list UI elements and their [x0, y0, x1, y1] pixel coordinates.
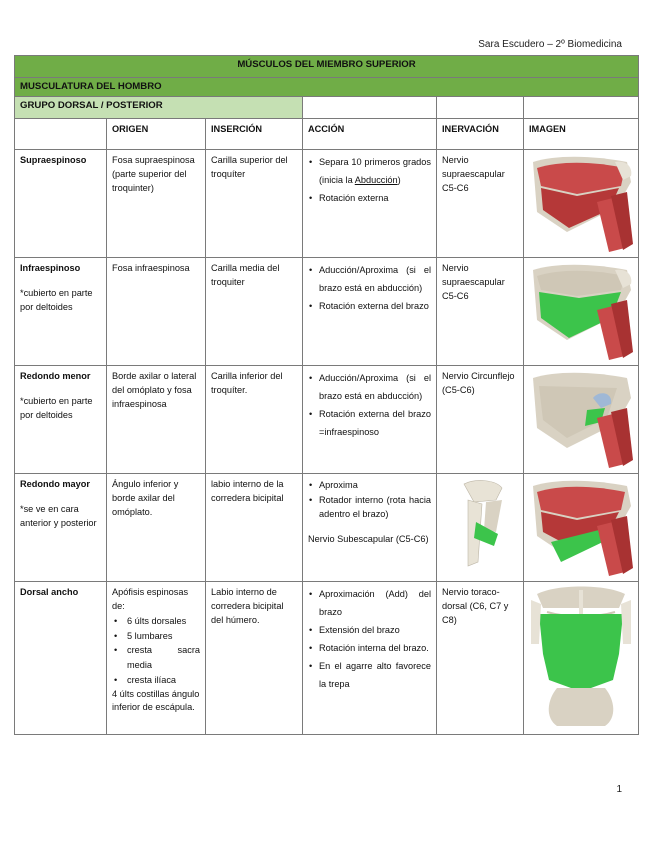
- insertion-cell: [206, 582, 303, 735]
- action-cell: [303, 474, 437, 582]
- action-item: • Rotación interna del brazo.: [308, 640, 431, 658]
- section-heading: MUSCULATURA DEL HOMBRO: [15, 78, 639, 97]
- innervation-cell: [437, 150, 524, 258]
- document-header-author: Sara Escudero – 2º Biomedicina: [478, 39, 622, 50]
- origin-cell: [107, 258, 206, 366]
- shoulder-supraspinatus-illustration-icon: [527, 152, 635, 254]
- insertion-cell: [206, 366, 303, 474]
- muscle-name: Redondo mayor: [20, 479, 90, 490]
- image-cell: [524, 258, 639, 366]
- table-title: MÚSCULOS DEL MIEMBRO SUPERIOR: [15, 56, 639, 78]
- insertion-cell: [206, 150, 303, 258]
- muscle-note: *cubierto en parte por deltoides: [20, 288, 93, 313]
- origin-intro: Apófisis espinosas de:: [112, 587, 189, 612]
- column-header-insertion: INSERCIÓN: [206, 119, 303, 150]
- group-heading: GRUPO DORSAL / POSTERIOR: [15, 97, 303, 119]
- innervation-cell: [437, 258, 524, 366]
- image-cell: [524, 582, 639, 735]
- insertion-cell: [206, 258, 303, 366]
- muscles-table: [14, 55, 639, 735]
- action-item: • Aducción/Aproxima (si el brazo está en abducción): [308, 262, 431, 298]
- action-cell: [303, 366, 437, 474]
- page-number: 1: [616, 784, 622, 795]
- shoulder-teres-major-illustration-icon: [527, 476, 635, 578]
- innervation-text: Nervio toraco-dorsal (C6, C7 y C8): [442, 587, 509, 625]
- back-latissimus-dorsi-illustration-icon: [527, 584, 635, 730]
- origin-tail: 4 últs costillas ángulo inferior de escápula.: [112, 688, 200, 713]
- origin-item: • 6 últs dorsales: [112, 614, 200, 629]
- action-item: • Rotación externa: [308, 190, 431, 208]
- action-cell: [303, 150, 437, 258]
- table-row: [15, 258, 639, 366]
- origin-item: • cresta sacra media: [112, 643, 200, 672]
- origin-text: Ángulo inferior y borde axilar del omóplato.: [112, 479, 179, 517]
- table-row: [15, 150, 639, 258]
- innervation-cell: [437, 366, 524, 474]
- action-item: • Rotación externa del brazo =infraespinoso: [308, 406, 431, 442]
- muscle-name: Infraespinoso: [20, 263, 81, 274]
- empty-cell: [303, 97, 437, 119]
- column-header-origin: ORIGEN: [107, 119, 206, 150]
- origin-cell: [107, 366, 206, 474]
- action-item: • Rotador interno (rota hacia adentro el brazo): [308, 493, 431, 522]
- insertion-text: Carilla inferior del troquíter.: [211, 371, 283, 396]
- action-cell: [303, 582, 437, 735]
- muscle-cell: [15, 150, 107, 258]
- action-underlined: Abducción: [354, 175, 398, 186]
- origin-cell: [107, 474, 206, 582]
- insertion-cell: [206, 474, 303, 582]
- action-item: • Separa 10 primeros grados (inicia la Abducción): [308, 154, 431, 190]
- origin-text: Fosa infraespinosa: [112, 263, 190, 274]
- insertion-text: Labio interno de corredera bicipital del húmero.: [211, 587, 284, 625]
- muscle-cell: [15, 258, 107, 366]
- shoulder-teres-minor-illustration-icon: [527, 368, 635, 470]
- table-row: [15, 366, 639, 474]
- action-extra-note: Nervio Subescapular (C5-C6): [308, 534, 429, 545]
- image-cell: [524, 474, 639, 582]
- column-headers: [15, 119, 639, 150]
- action-item: • Extensión del brazo: [308, 622, 431, 640]
- action-cell: [303, 258, 437, 366]
- origin-item: • 5 lumbares: [112, 629, 200, 644]
- action-item: • Rotación externa del brazo: [308, 298, 431, 316]
- muscle-cell: [15, 582, 107, 735]
- muscle-name: Redondo menor: [20, 371, 91, 382]
- action-item: • Aducción/Aproxima (si el brazo está en abducción): [308, 370, 431, 406]
- origin-text: Fosa supraespinosa (parte superior del troquinter): [112, 155, 195, 193]
- table-row: [15, 474, 639, 582]
- muscle-note: *cubierto en parte por deltoides: [20, 396, 93, 421]
- insertion-text: labio interno de la corredera bicipital: [211, 479, 284, 504]
- origin-text: Borde axilar o lateral del omóplato y fosa infraespinosa: [112, 371, 197, 409]
- insertion-text: Carilla media del troquiter: [211, 263, 280, 288]
- innervation-text: Nervio Circunflejo (C5-C6): [442, 371, 515, 396]
- muscle-cell: [15, 366, 107, 474]
- innervation-cell: [437, 582, 524, 735]
- innervation-text: Nervio supraescapular C5-C6: [442, 263, 505, 301]
- arm-bone-illustration-icon: [456, 478, 516, 574]
- column-header-innervation: INERVACIÓN: [437, 119, 524, 150]
- shoulder-infraspinatus-illustration-icon: [527, 260, 635, 362]
- origin-cell: [107, 582, 206, 735]
- action-item: • En el agarre alto favorece la trepa: [308, 658, 431, 694]
- action-item: • Aproximación (Add) del brazo: [308, 586, 431, 622]
- column-header-image: IMAGEN: [524, 119, 639, 150]
- image-cell: [524, 150, 639, 258]
- table-row: [15, 582, 639, 735]
- muscle-name: Dorsal ancho: [20, 587, 79, 598]
- insertion-text: Carilla superior del troquíter: [211, 155, 288, 180]
- column-header-blank: [15, 119, 107, 150]
- innervation-text: Nervio supraescapular C5-C6: [442, 155, 505, 193]
- empty-cell: [524, 97, 639, 119]
- origin-cell: [107, 150, 206, 258]
- muscle-note: *se ve en cara anterior y posterior: [20, 504, 97, 529]
- muscle-cell: [15, 474, 107, 582]
- image-cell: [524, 366, 639, 474]
- column-header-action: ACCIÓN: [303, 119, 437, 150]
- muscle-name: Supraespinoso: [20, 155, 87, 166]
- empty-cell: [437, 97, 524, 119]
- origin-item: • cresta ilíaca: [112, 673, 200, 688]
- action-item: • Aproxima: [308, 478, 431, 492]
